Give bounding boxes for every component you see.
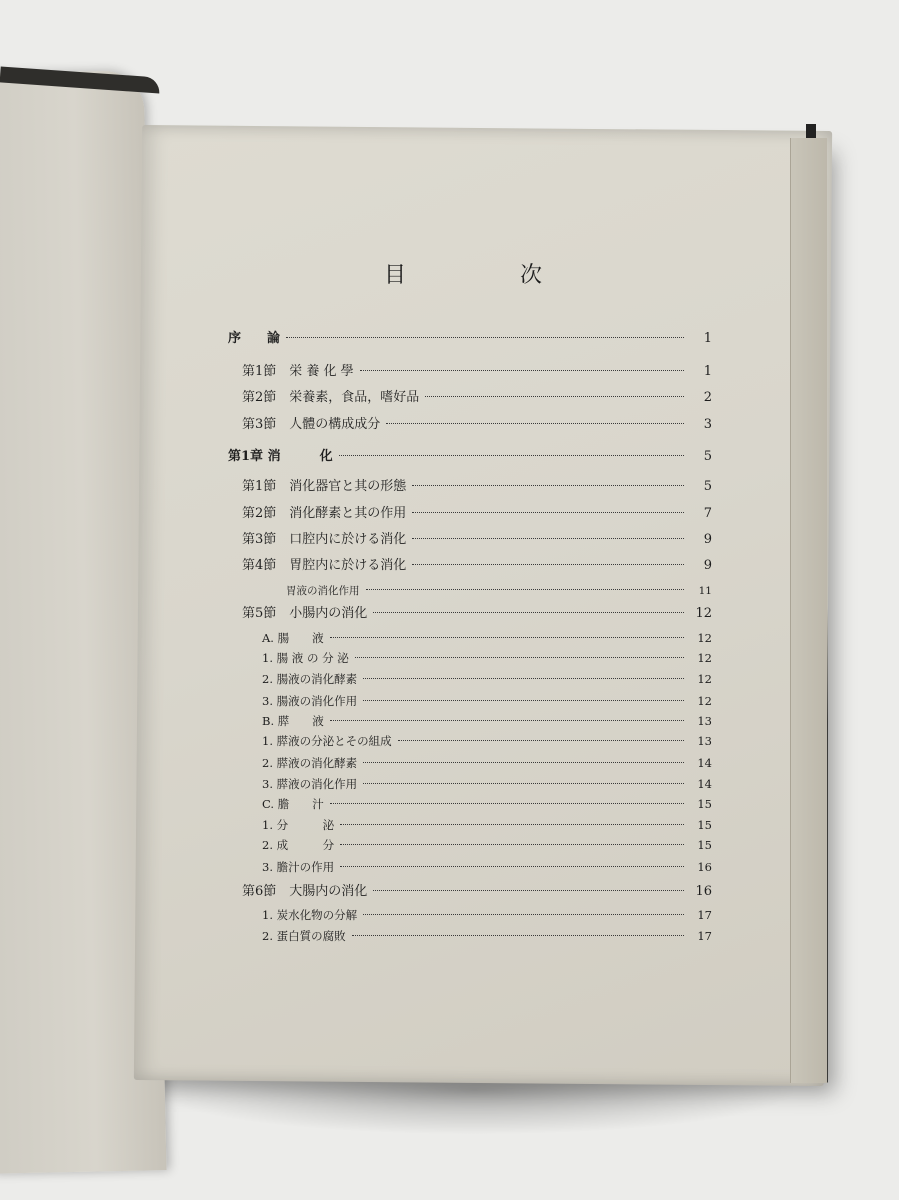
toc-entry-page: 13 bbox=[697, 714, 712, 728]
dot-leader bbox=[412, 564, 684, 565]
toc-entry-label: 1. 炭水化物の分解 bbox=[262, 908, 358, 922]
toc-entry-page: 17 bbox=[697, 908, 712, 922]
dot-leader bbox=[330, 720, 684, 721]
toc-entry bbox=[228, 630, 712, 646]
toc-entry-page: 16 bbox=[695, 884, 712, 899]
toc-entry-label: 2. 膵液の消化酵素 bbox=[262, 756, 358, 770]
toc-entry bbox=[228, 880, 712, 899]
toc-entry-label: 第2節 消化酵素と其の作用 bbox=[242, 506, 407, 521]
toc-entry-label: 1. 膵液の分泌とその組成 bbox=[262, 734, 392, 748]
toc-entry bbox=[228, 327, 712, 346]
toc-entry bbox=[228, 360, 712, 379]
toc-entry-label: A. 腸 液 bbox=[262, 631, 324, 645]
toc-entry bbox=[228, 713, 712, 729]
toc-entry-page: 17 bbox=[697, 929, 712, 943]
toc-entry-label: 2. 成 分 bbox=[262, 838, 335, 852]
toc-entry bbox=[228, 693, 712, 709]
toc-entry-page: 12 bbox=[695, 606, 712, 621]
toc-entry-label: 第5節 小腸内の消化 bbox=[242, 606, 368, 621]
toc-entry bbox=[228, 776, 712, 792]
title-char-2: 次 bbox=[519, 263, 544, 288]
dot-leader bbox=[363, 914, 684, 915]
dot-leader bbox=[340, 824, 684, 825]
dot-leader bbox=[373, 612, 684, 613]
toc-entry-page: 12 bbox=[697, 694, 712, 708]
toc-entry-label: 第2節 栄養素，食品，嗜好品 bbox=[242, 390, 420, 405]
toc-entry bbox=[228, 475, 712, 494]
toc-entry-label: B. 膵 液 bbox=[262, 714, 324, 728]
toc-entry-page: 1 bbox=[703, 364, 712, 379]
toc-entry-page: 9 bbox=[703, 532, 712, 547]
toc-entry bbox=[228, 859, 712, 875]
dot-leader bbox=[355, 657, 684, 658]
dot-leader bbox=[363, 783, 684, 784]
dot-leader bbox=[412, 512, 684, 513]
toc-entry bbox=[228, 650, 712, 666]
dot-leader bbox=[412, 538, 684, 539]
toc-entry-label: C. 膽 汁 bbox=[262, 797, 324, 811]
title-char-1: 目 bbox=[384, 263, 409, 288]
dot-leader bbox=[360, 370, 684, 371]
toc-entry-label: 第3節 人體の構成成分 bbox=[242, 417, 381, 432]
dot-leader bbox=[340, 866, 684, 867]
dot-leader bbox=[398, 740, 684, 741]
cover-corner bbox=[806, 124, 816, 138]
toc-entry-page: 5 bbox=[703, 479, 712, 494]
toc-entry bbox=[228, 671, 712, 687]
dot-leader bbox=[352, 935, 684, 936]
dot-leader bbox=[373, 890, 684, 891]
toc-entry-label: 第3節 口腔内に於ける消化 bbox=[242, 532, 407, 547]
dot-leader bbox=[286, 337, 684, 338]
toc-entry-page: 15 bbox=[697, 838, 712, 852]
toc-entry bbox=[228, 413, 712, 432]
toc-entry bbox=[228, 528, 712, 547]
toc-entry-page: 13 bbox=[697, 734, 712, 748]
dot-leader bbox=[330, 803, 684, 804]
toc-entry bbox=[228, 554, 712, 573]
toc-entry-page: 14 bbox=[697, 756, 712, 770]
toc-entry bbox=[228, 602, 712, 621]
toc-entry-label: 2. 腸液の消化酵素 bbox=[262, 672, 358, 686]
toc-entry-label: 第1節 栄 養 化 學 bbox=[242, 364, 354, 379]
toc-entry-page: 16 bbox=[697, 860, 712, 874]
toc-entry-label: 第6節 大腸内の消化 bbox=[242, 884, 368, 899]
dot-leader bbox=[339, 455, 684, 456]
toc-entry-page: 1 bbox=[703, 331, 712, 346]
toc-entry bbox=[228, 502, 712, 521]
toc-entry-page: 7 bbox=[703, 506, 712, 521]
toc-entry bbox=[228, 733, 712, 749]
toc-entry bbox=[228, 817, 712, 833]
toc-entry bbox=[228, 796, 712, 812]
toc-entry bbox=[228, 837, 712, 853]
toc-entry-label: 第1章 消 化 bbox=[228, 449, 333, 464]
toc-entry-label: 2. 蛋白質の腐敗 bbox=[262, 929, 346, 943]
toc-entry bbox=[228, 386, 712, 405]
dot-leader bbox=[412, 485, 684, 486]
dot-leader bbox=[340, 844, 684, 845]
toc-entry bbox=[228, 928, 712, 944]
dot-leader bbox=[363, 678, 684, 679]
toc-entry-page: 15 bbox=[697, 818, 712, 832]
toc-entry-label: 3. 膽汁の作用 bbox=[262, 860, 335, 874]
toc-entry-page: 12 bbox=[697, 672, 712, 686]
toc-entry-page: 14 bbox=[697, 777, 712, 791]
toc-entry-page: 12 bbox=[697, 631, 712, 645]
toc-entry-page: 3 bbox=[703, 417, 712, 432]
toc-entry-label: 第4節 胃腔内に於ける消化 bbox=[242, 558, 407, 573]
toc-entry bbox=[228, 907, 712, 923]
toc-entry-label: 3. 膵液の消化作用 bbox=[262, 777, 358, 791]
toc-entry-label: 第1節 消化器官と其の形態 bbox=[242, 479, 407, 494]
toc-entry-page: 12 bbox=[697, 651, 712, 665]
toc-entry bbox=[228, 755, 712, 771]
toc-entry-label: 序 論 bbox=[228, 331, 281, 346]
toc-entry-label: 胃液の消化作用 bbox=[286, 585, 360, 597]
toc-entry-page: 15 bbox=[697, 797, 712, 811]
toc-entry-label: 1. 分 泌 bbox=[262, 818, 335, 832]
toc-entry-page: 9 bbox=[703, 558, 712, 573]
page-edge-strip bbox=[790, 138, 827, 1083]
toc-entry-page: 11 bbox=[698, 585, 712, 597]
toc-entry bbox=[228, 445, 712, 464]
dot-leader bbox=[425, 396, 684, 397]
dot-leader bbox=[386, 423, 684, 424]
dot-leader bbox=[363, 762, 684, 763]
toc-entry-label: 3. 腸液の消化作用 bbox=[262, 694, 358, 708]
toc-entry-page: 2 bbox=[703, 390, 712, 405]
dot-leader bbox=[363, 700, 684, 701]
toc-entry-label: 1. 腸 液 の 分 泌 bbox=[262, 651, 349, 665]
dot-leader bbox=[330, 637, 684, 638]
toc-entry-page: 5 bbox=[703, 449, 712, 464]
dot-leader bbox=[366, 589, 685, 590]
page-title bbox=[384, 258, 544, 289]
toc-entry bbox=[228, 583, 712, 598]
